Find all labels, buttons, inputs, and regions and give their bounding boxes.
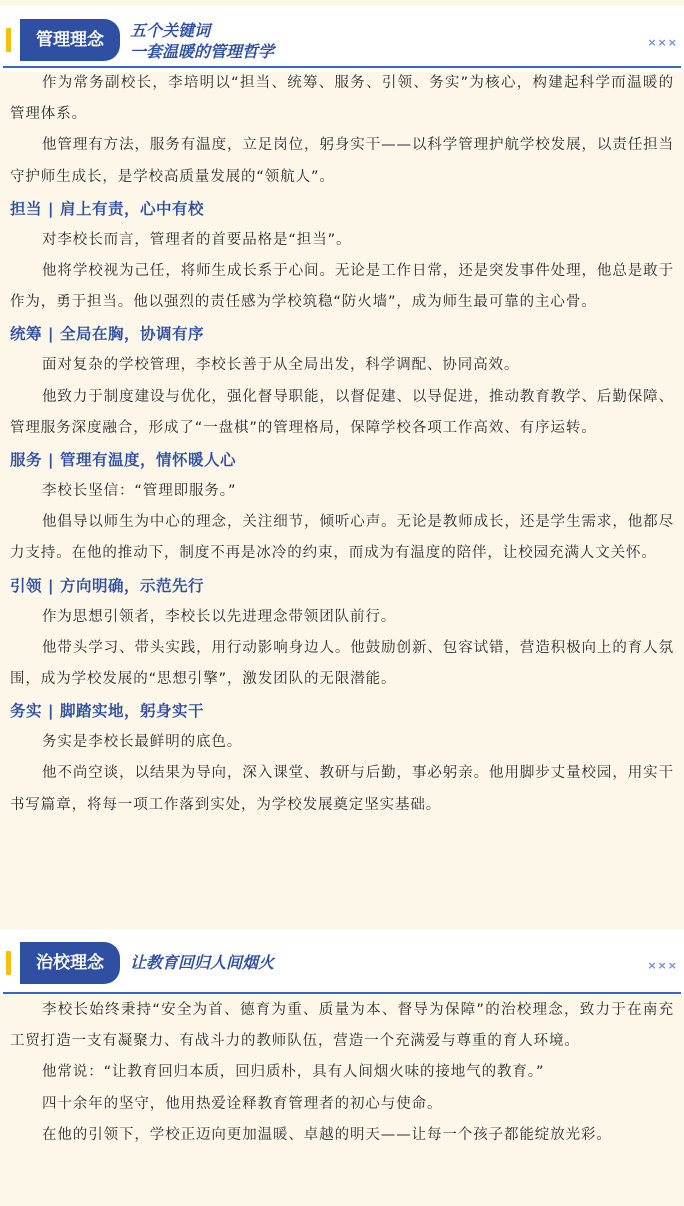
paragraph: 他管理有方法，服务有温度，立足岗位，躬身实干——以科学管理护航学校发展，以责任担当守护师生成长，是学校高质量发展的“领航人”。: [10, 137, 674, 185]
section-header-governance: [0, 929, 684, 995]
paragraph: 他将学校视为己任，将师生成长系于心间。无论是工作日常，还是突发事件处理，他总是敢于作为，勇于担当。他以强烈的责任感为学校筑稳“防火墙”，成为师生最可靠的主心骨。: [10, 263, 674, 311]
slogan-line-1: 五个关键词: [130, 21, 211, 40]
section-tag: 治校理念: [20, 942, 120, 984]
keyword-heading: 担当 | 肩上有责，心中有校: [10, 199, 204, 218]
section-tag: 管理理念: [20, 19, 120, 61]
paragraph: 作为常务副校长，李培明以“担当、统筹、服务、引领、务实”为核心，构建起科学而温暖的管理体系。: [10, 75, 674, 123]
paragraph: 他不尚空谈，以结果为导向，深入课堂、教研与后勤，事必躬亲。他用脚步丈量校园，用实干书写篇章，将每一项工作落到实处，为学校发展奠定坚实基础。: [10, 765, 674, 813]
keyword-heading: 引领 | 方向明确，示范先行: [10, 576, 204, 595]
section-header-management: [0, 6, 684, 72]
cross-decoration-icon: ×××: [647, 36, 678, 49]
keyword-heading: 统筹 | 全局在胸，协调有序: [10, 325, 204, 344]
paragraph: 务实是李校长最鲜明的底色。: [42, 734, 243, 751]
paragraph: 对李校长而言，管理者的首要品格是“担当”。: [42, 231, 352, 248]
section-body-governance: [10, 995, 674, 1151]
paragraph: 李校长始终秉持“安全为首、德育为重、质量为本、督导为保障”的治校理念，致力于在南充工贸打造一支有凝聚力、有战斗力的教师队伍，营造一个充满爱与尊重的育人环境。: [10, 1002, 674, 1050]
section-slogan: 让教育回归人间烟火: [130, 953, 275, 972]
paragraph: 他常说：“让教育回归本质，回归质朴，具有人间烟火味的接地气的教育。”: [42, 1064, 545, 1081]
accent-bar-icon: [6, 28, 11, 52]
paragraph: 面对复杂的学校管理，李校长善于从全局出发，科学调配、协同高效。: [42, 357, 520, 374]
paragraph: 他倡导以师生为中心的理念，关注细节，倾听心声。无论是教师成长，还是学生需求，他都尽力支持。在他的推动下，制度不再是冰冷的约束，而成为有温度的陪伴，让校园充满人文关怀。: [10, 514, 674, 562]
keyword-heading: 服务 | 管理有温度，情怀暖人心: [10, 451, 236, 470]
accent-bar-icon: [6, 951, 11, 975]
paragraph: 在他的引领下，学校正迈向更加温暖、卓越的明天——让每一个孩子都能绽放光彩。: [42, 1126, 612, 1143]
paragraph: 李校长坚信：“管理即服务。”: [42, 483, 237, 500]
slogan-line-2: 一套温暖的管理哲学: [130, 42, 275, 61]
section-divider: [3, 992, 681, 994]
paragraph: 他致力于制度建设与优化，强化督导职能，以督促建、以导促进，推动教育教学、后勤保障、管理服务深度融合，形成了“一盘棋”的管理格局，保障学校各项工作高效、有序运转。: [10, 388, 674, 436]
paragraph: 作为思想引领者，李校长以先进理念带领团队前行。: [42, 608, 397, 625]
keyword-heading: 务实 | 脚踏实地，躬身实干: [10, 702, 204, 721]
section-body-management: [10, 68, 674, 821]
paragraph: 四十余年的坚守，他用热爱诠释教育管理者的初心与使命。: [42, 1095, 443, 1112]
cross-decoration-icon: ×××: [647, 959, 678, 972]
paragraph: 他带头学习、带头实践，用行动影响身边人。他鼓励创新、包容试错，营造积极向上的育人氛围，成为学校发展的“思想引擎”，激发团队的无限潜能。: [10, 639, 674, 688]
section-slogan: [130, 20, 274, 62]
